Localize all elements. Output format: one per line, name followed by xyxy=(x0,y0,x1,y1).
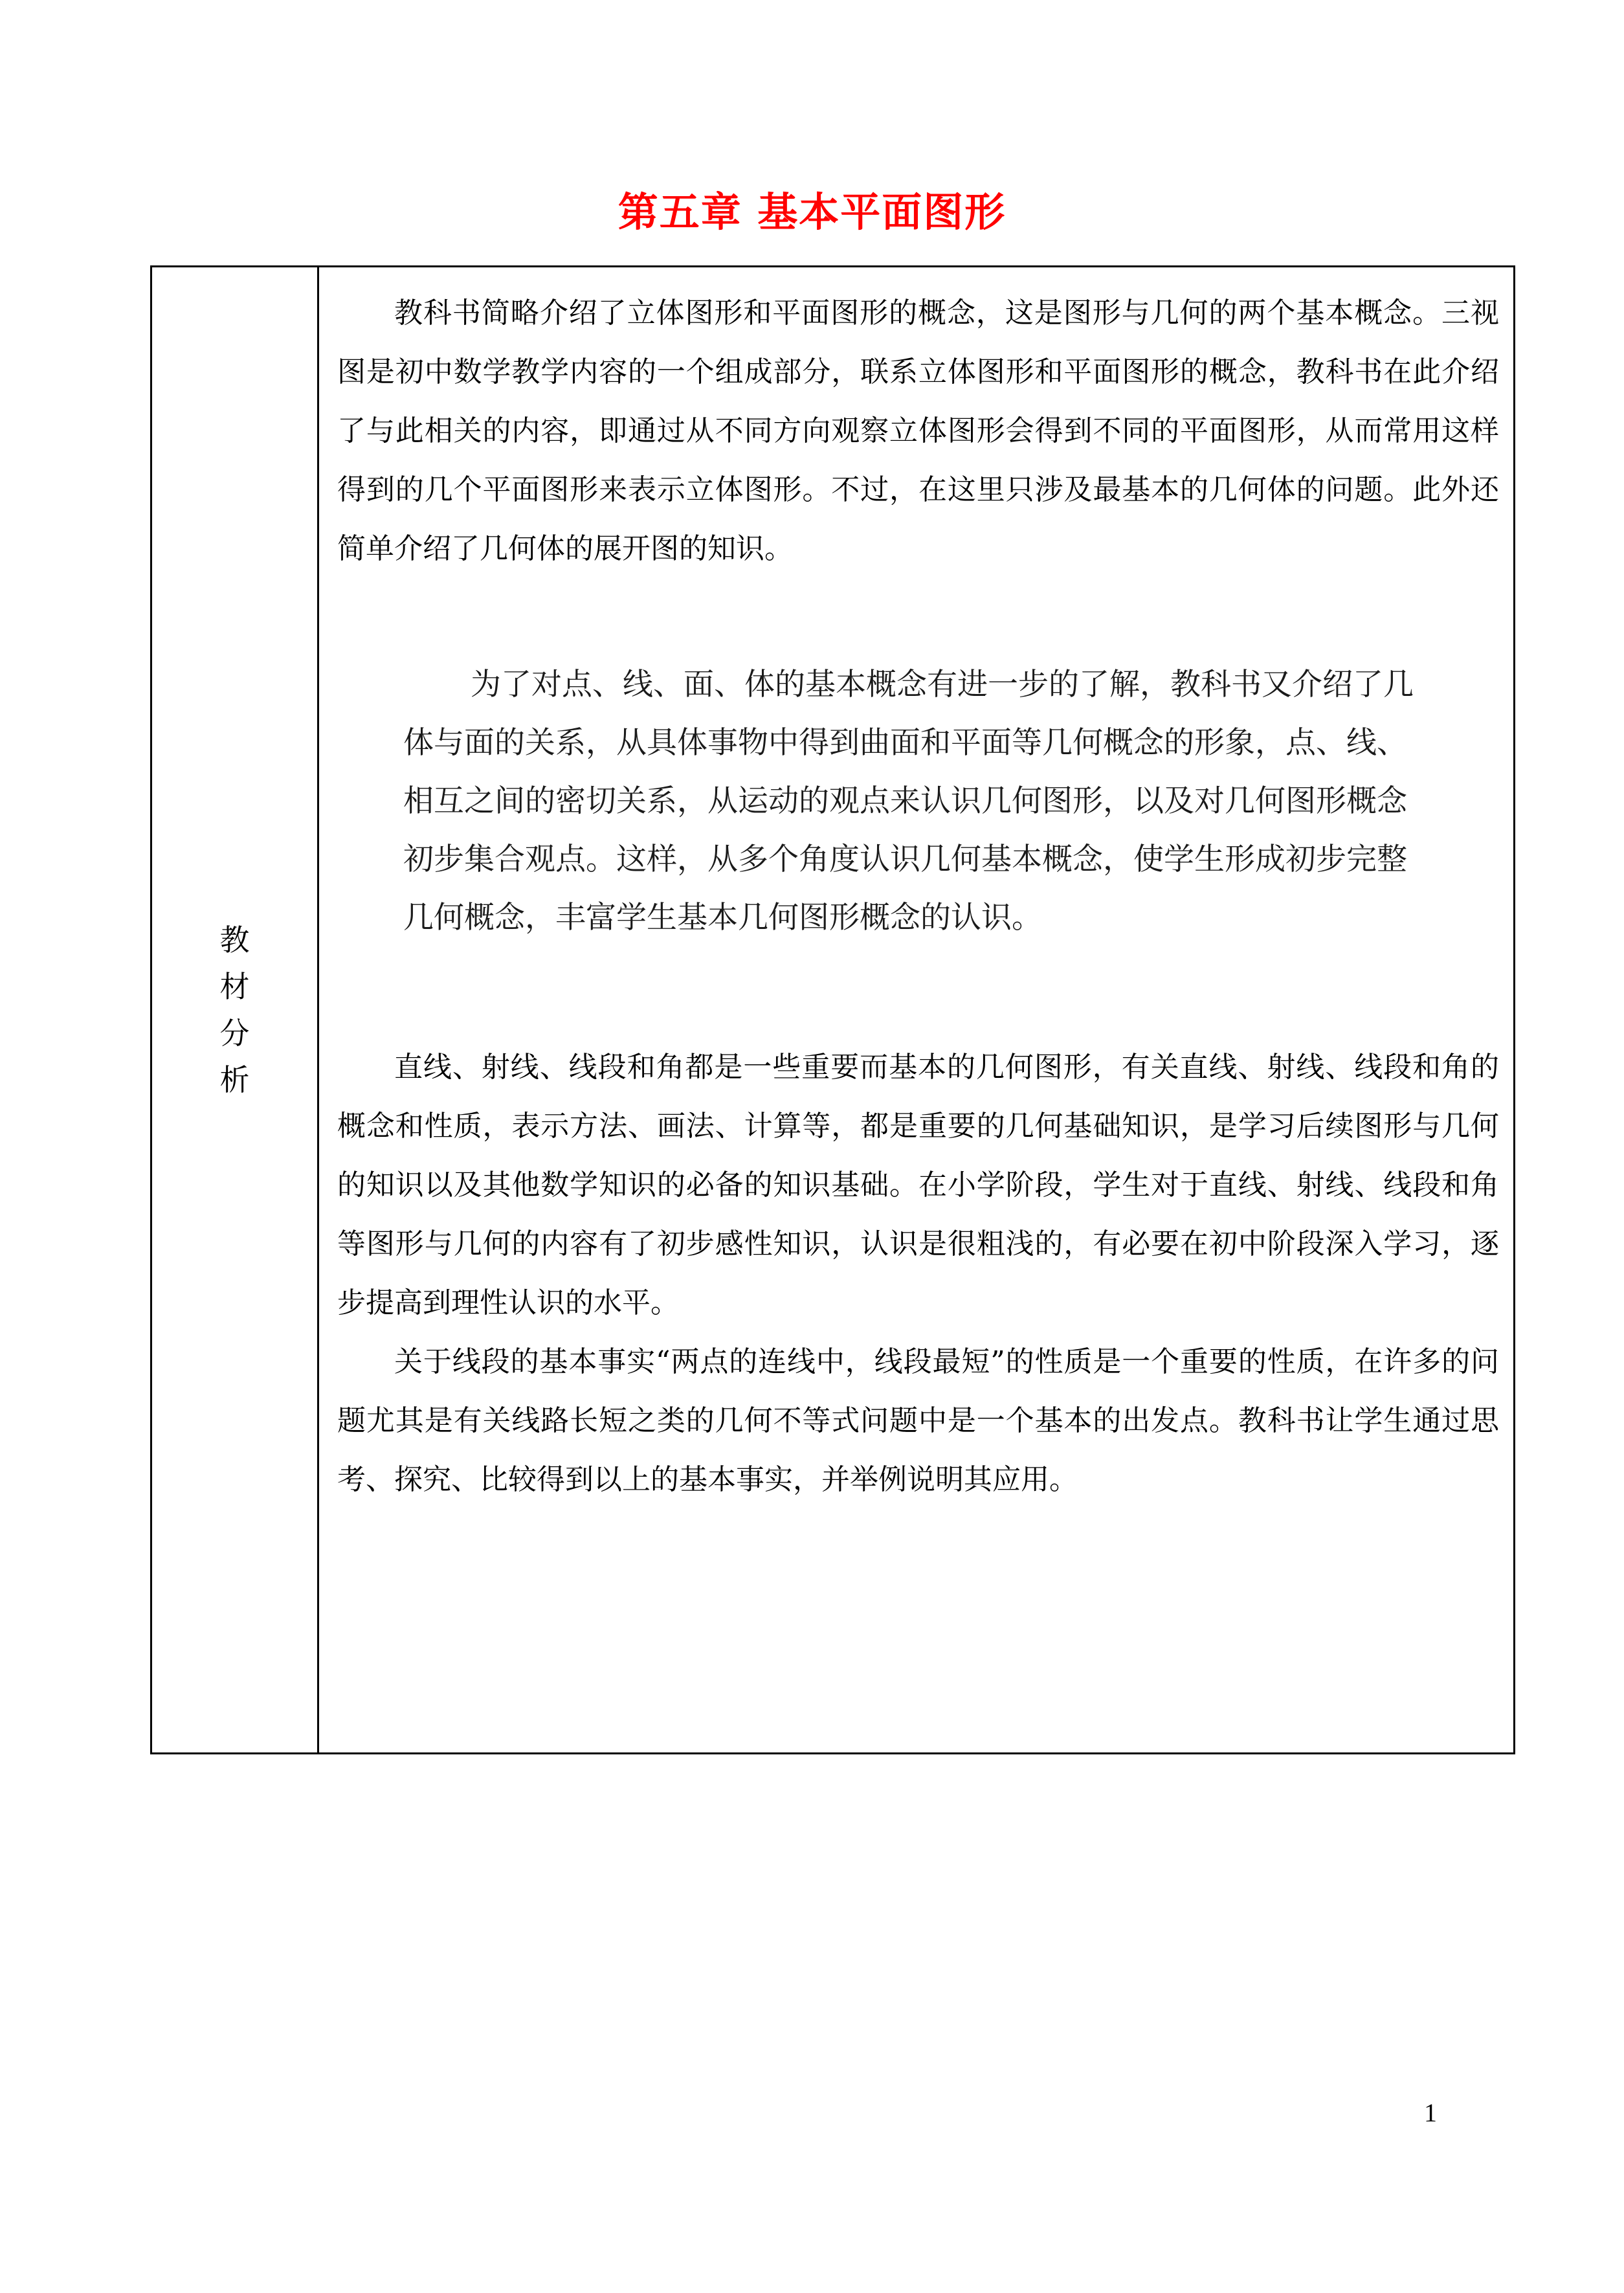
scanned-line: 体与面的关系，从具体事物中得到曲面和平面等几何概念的形象，点、线、 xyxy=(403,725,1407,761)
scanned-line: 相互之间的密切关系，从运动的观点来认识几何图形，以及对几何图形概念 xyxy=(403,783,1407,819)
page-number: 1 xyxy=(1424,2098,1437,2127)
scanned-line: 为了对点、线、面、体的基本概念有进一步的了解，教科书又介绍了几 xyxy=(471,667,1414,702)
label-char: 分 xyxy=(219,1016,250,1051)
chapter-title: 第五章 基本平面图形 xyxy=(617,188,1007,236)
scanned-text-block xyxy=(403,656,1504,947)
label-char: 析 xyxy=(219,1062,250,1097)
label-cell xyxy=(151,267,318,1754)
content-cell xyxy=(318,267,1515,1754)
scanned-line: 几何概念，丰富学生基本几何图形概念的认识。 xyxy=(403,900,1042,935)
paragraph-solid-plane-figures: 教科书简略介绍了立体图形和平面图形的概念，这是图形与几何的两个基本概念。三视图是初中数学教学内容的一个组成部分，联系立体图形和平面图形的概念，教科书在此介绍了与此相关的内容，即通过从不同方向观察立体图形会得到不同的平面图形，从而常用这样得到的几个平面图形来表示立体图形。不过，在这里只涉及最基本的几何体的问题。此外还简单介绍了几何体的展开图的知识。 xyxy=(337,296,1499,565)
analysis-table xyxy=(150,265,1515,1754)
label-char: 教 xyxy=(219,923,250,957)
label-char: 材 xyxy=(219,969,250,1004)
scanned-line: 初步集合观点。这样，从多个角度认识几何基本概念，使学生形成初步完整 xyxy=(403,842,1407,877)
table-row xyxy=(151,267,1515,1754)
paragraph-shortest-segment: 关于线段的基本事实“两点的连线中，线段最短”的性质是一个重要的性质，在许多的问题尤其是有关线路长短之类的几何不等式问题中是一个基本的出发点。教科书让学生通过思考、探究、比较得到以上的基本事实，并举例说明其应用。 xyxy=(337,1345,1499,1496)
paragraph-lines-and-angles: 直线、射线、线段和角都是一些重要而基本的几何图形，有关直线、射线、线段和角的概念和性质，表示方法、画法、计算等，都是重要的几何基础知识，是学习后续图形与几何的知识以及其他数学知识的必备的知识基础。在小学阶段，学生对于直线、射线、线段和角等图形与几何的内容有了初步感性知识，认识是很粗浅的，有必要在初中阶段深入学习，逐步提高到理性认识的水平。 xyxy=(337,1051,1499,1319)
